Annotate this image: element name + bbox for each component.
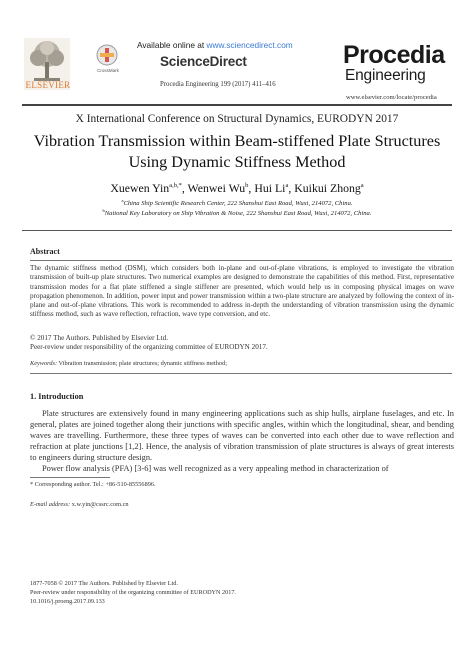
abstract-heading: Abstract [30,247,60,256]
footer-issn-line: 1877-7058 © 2017 The Authors. Published by Elsevier Ltd. [30,580,178,587]
footnote-divider [30,477,110,478]
affiliation-a [0,197,474,207]
corresponding-author-footnote: * Corresponding author. Tel.: +86-510-85556896. [30,481,156,488]
header-divider [22,104,452,106]
author-affiliation-marker: a [360,182,364,190]
author-separator: , [181,181,188,195]
available-online-line [137,40,293,50]
sciencedirect-wordmark: ScienceDirect [160,54,247,69]
affiliation-text: China Ship Scientific Research Center, 222 Shanshui East Road, Wuxi, 214072, China. [123,200,353,207]
peer-review-notice: Peer-review under responsibility of the organizing committee of EURODYN 2017. [30,343,268,351]
engineering-wordmark: Engineering [345,67,426,84]
author-affiliation-marker: b [245,182,249,190]
affiliation-text: National Key Laboratory on Ship Vibration & Noise, 222 Shanshui East Road, Wuxi, 214072, China. [104,210,372,217]
keywords-line [30,360,227,367]
email-label: E-mail address: [30,501,71,508]
author-separator: , [288,181,295,195]
paper-title-line-2: Using Dynamic Stiffness Method [128,153,346,171]
journal-reference: Procedia Engineering 199 (2017) 411–416 [160,81,276,88]
abstract-top-divider [30,260,452,261]
author-affiliation-marker: a,b,* [169,182,182,190]
author-affiliation-marker: a [285,182,289,190]
procedia-wordmark: Procedia [343,41,445,69]
author-name: Wenwei Wu [187,181,246,195]
introduction-paragraph-1: Plate structures are extensively found in many engineering applications such as ship hulls, airplane fuselages, and etc. In general, plates are joined together along their junctions with specific angles, within which the longitudinal, shear, and bending waves are travelling. Furthermore, these three types of waves can be converted into each other due to wave reflection and refraction at plate junctions [1,2]. Hence, the analysis of vibration transmission of plate structures is always of great interests to engineers during structure design. [30,409,454,462]
introduction-body [30,408,454,474]
introduction-paragraph-2: Power flow analysis (PFA) [3-6] was well recognized as a very appealing method in characterization of [42,464,389,473]
copyright-notice: © 2017 The Authors. Published by Elsevier Ltd. [30,334,168,342]
elsevier-wordmark: ELSEVIER [25,80,71,90]
conference-name: X International Conference on Structural Dynamics, EURODYN 2017 [75,113,399,125]
abstract-body: The dynamic stiffness method (DSM), which considers both in-plane and out-of-plane vibrations, is employed to investigate the vibration transmission of built-up plate structures. Two numerical examples are designed to demonstrate the capabilities of this method. First, representative transmission modes for a flat plate stiffened a single stiffener are presented, which would help us in composing physical images on wave propagation phenomenon. In addition, power input and power transmission within a two-plate structure are analyzed by following the context of in-plane and out-of-plane vibrations. This work is recommended to address in-depth the understanding of vibration transmission using the dynamic stiffness method, such as wave reflection, refraction, wave type conversion, and etc. [30,264,454,319]
paper-title-line-1: Vibration Transmission within Beam-stiffened Plate Structures [33,132,441,150]
keywords-label: Keywords: [30,360,58,367]
footer-doi-link[interactable]: 10.1016/j.proeng.2017.09.133 [30,598,105,605]
author-list [0,181,474,196]
author-separator: , [248,181,255,195]
abstract-bottom-divider [30,373,452,374]
keywords-text: Vibration transmission; plate structures; dynamic stiffness method; [57,360,227,367]
email-footnote [30,501,129,508]
footer-peer-review-line: Peer-review under responsibility of the organizing committee of EURODYN 2017. [30,589,236,596]
title-divider [22,230,452,231]
author-name: Xuewen Yin [110,181,170,195]
introduction-heading: 1. Introduction [30,392,84,401]
sciencedirect-link[interactable]: www.sciencedirect.com [206,40,293,50]
affiliation-marker: a [121,197,124,203]
affiliation-marker: b [102,207,105,213]
email-address-link[interactable]: x.w.yin@cssrc.com.cn [70,501,129,508]
author-name: Hui Li [254,181,286,195]
journal-url-link[interactable]: www.elsevier.com/locate/procedia [346,94,437,101]
crossmark-label: CrossMark [97,68,119,73]
crossmark-icon[interactable] [96,44,118,66]
affiliation-b [0,207,474,217]
author-name: Kuikui Zhong [294,181,361,195]
available-prefix: Available online at [137,40,207,50]
